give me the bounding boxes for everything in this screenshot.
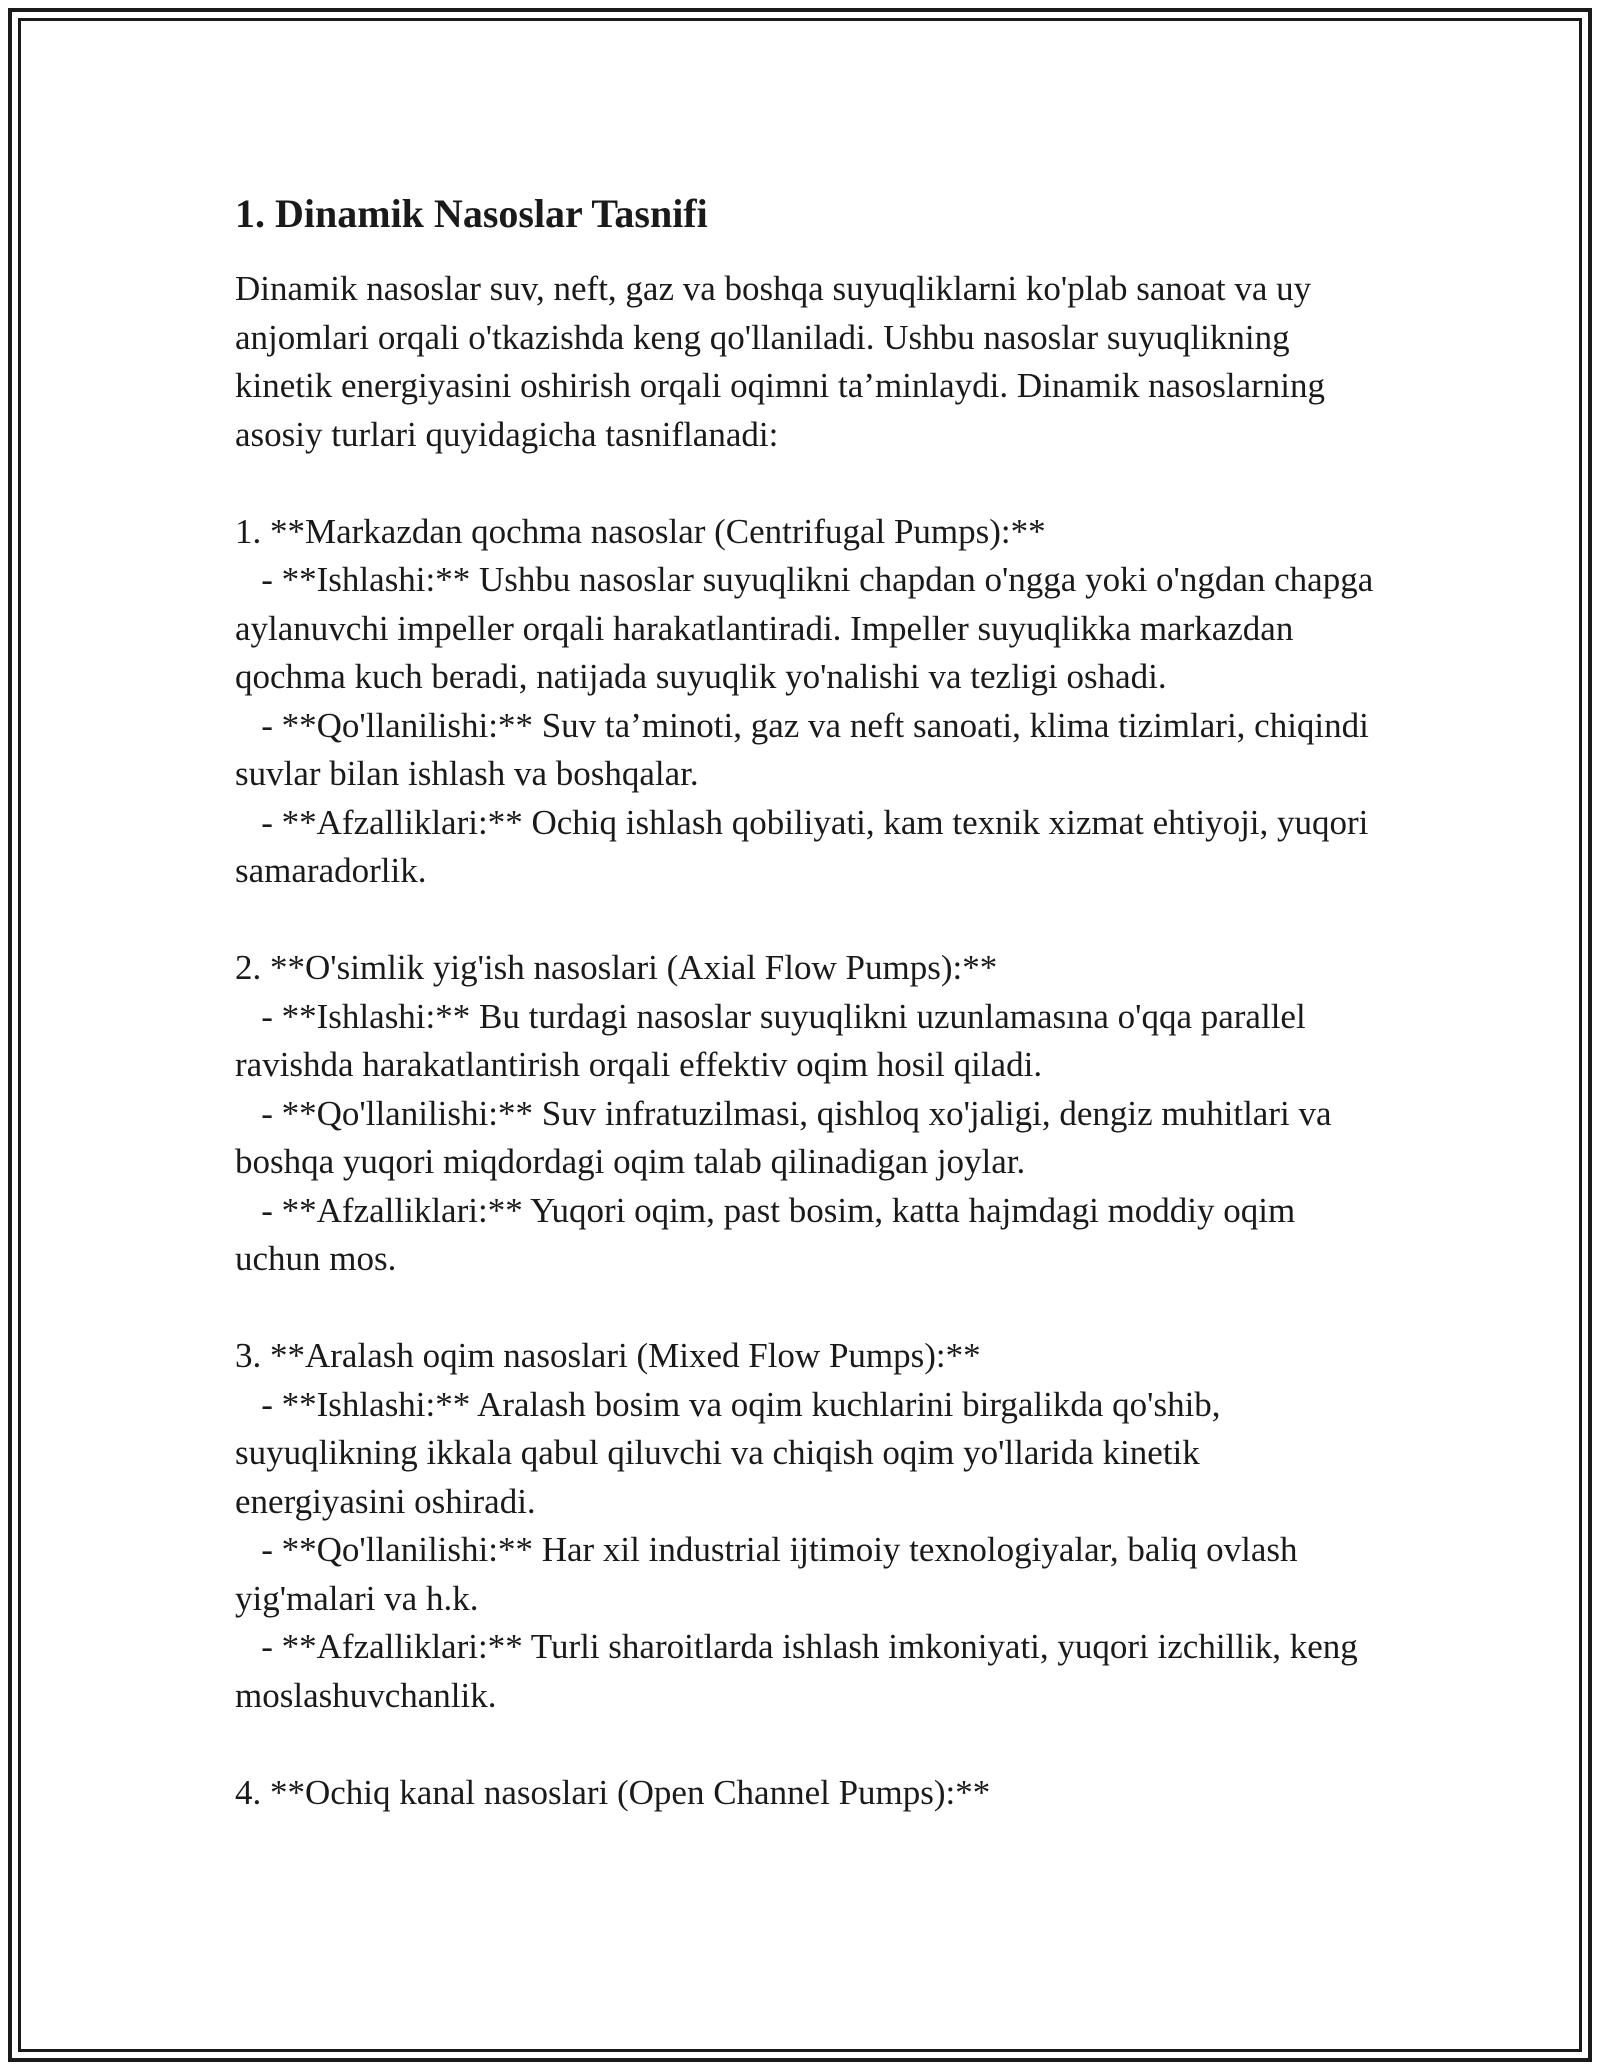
section-heading: 3. **Aralash oqim nasoslari (Mixed Flow Pumps):** <box>235 1336 981 1375</box>
document-body <box>235 185 1383 1866</box>
section-item: - **Qo'llanilishi:** Suv ta’minoti, gaz va neft sanoati, klima tizimlari, chiqindi suvlar bilan ishlash va boshqalar. <box>235 705 1378 793</box>
section-item: - **Ishlashi:** Ushbu nasoslar suyuqlikni chapdan o'ngga yoki o'ngdan chapga aylanuvchi impeller orqali harakatlantiradi. Impeller suyuqlikka markazdan qochma kuch beradi, natijada suyuqlik yo'nalishi va tezligi oshadi. <box>235 560 1383 696</box>
section-axial <box>235 944 1375 1284</box>
section-item: - **Qo'llanilishi:** Suv infratuzilmasi, qishloq xo'jaligi, dengiz muhitlari va boshqa yuqori miqdordagi oqim talab qilinadigan joylar. <box>235 1093 1341 1181</box>
section-heading: 2. **O'simlik yig'ish nasoslari (Axial Flow Pumps):** <box>235 948 998 987</box>
section-item: - **Ishlashi:** Bu turdagi nasoslar suyuqlikni uzunlamasına o'qqa parallel ravishda harakatlantirish orqali effektiv oqim hosil qiladi. <box>235 996 1315 1084</box>
section-centrifugal <box>235 508 1383 896</box>
section-item: - **Afzalliklari:** Yuqori oqim, past bosim, katta hajmdagi moddiy oqim uchun mos. <box>235 1190 1304 1278</box>
section-item: - **Ishlashi:** Aralash bosim va oqim kuchlarini birgalikda qo'shib, suyuqlikning ikkala qabul qiluvchi va chiqish oqim yo'llarida kinetik energiyasini oshiradi. <box>235 1384 1230 1521</box>
document-title: 1. Dinamik Nasoslar Tasnifi <box>235 191 708 236</box>
section-open-channel <box>235 1769 1375 1818</box>
section-item: - **Afzalliklari:** Ochiq ishlash qobiliyati, kam texnik xizmat ehtiyoji, yuqori samaradorlik. <box>235 802 1378 890</box>
section-mixed-flow <box>235 1332 1375 1720</box>
section-item: - **Qo'llanilishi:** Har xil industrial ijtimoiy texnologiyalar, baliq ovlash yig'malari va h.k. <box>235 1530 1307 1618</box>
intro-paragraph: Dinamik nasoslar suv, neft, gaz va boshqa suyuqliklarni ko'plab sanoat va uy anjomlari orqali o'tkazishda keng qo'llaniladi. Ushbu nasoslar suyuqlikning kinetik energiyasini oshirish orqali oqimni ta’minlaydi. Dinamik nasoslarning asosiy turlari quyidagicha tasniflanadi: <box>235 269 1334 454</box>
section-item: - **Afzalliklari:** Turli sharoitlarda ishlash imkoniyati, yuqori izchillik, keng moslashuvchanlik. <box>235 1627 1367 1715</box>
section-heading: 1. **Markazdan qochma nasoslar (Centrifugal Pumps):** <box>235 511 1046 551</box>
section-heading: 4. **Ochiq kanal nasoslari (Open Channel Pumps):** <box>235 1772 991 1812</box>
